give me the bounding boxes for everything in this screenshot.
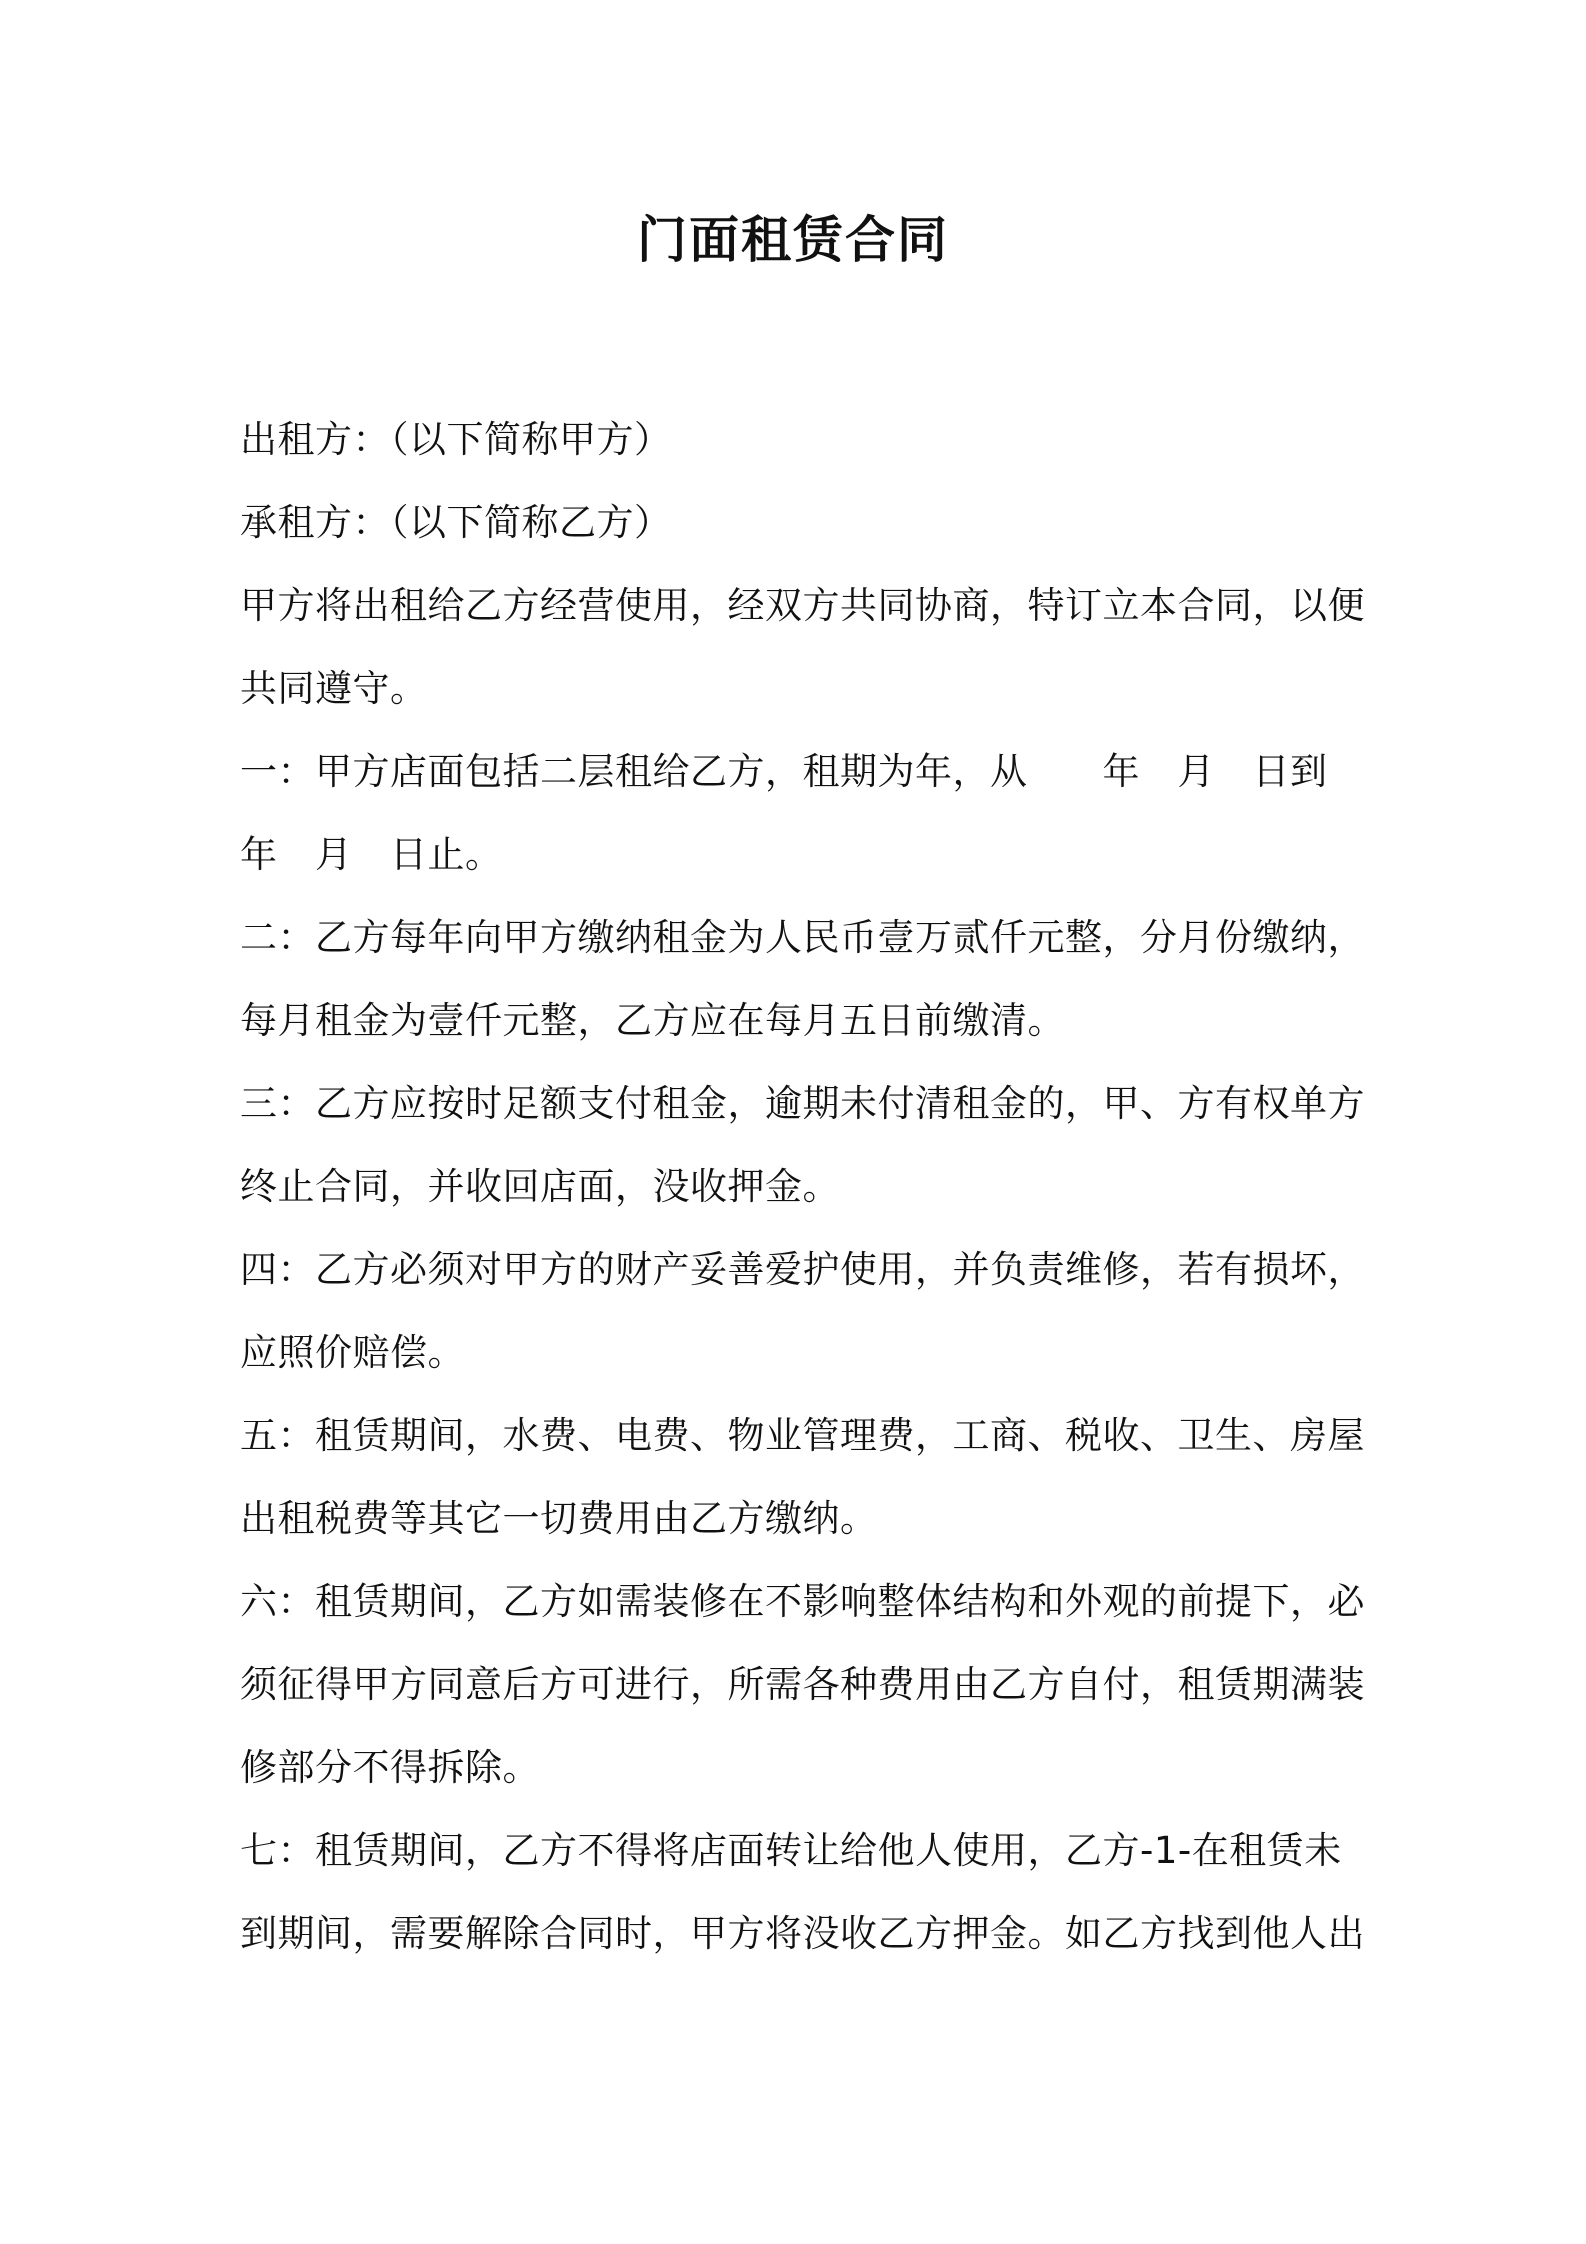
clause-6-line: 修部分不得拆除。 (240, 1746, 540, 1789)
party-b-line: 承租方：（以下简称乙方） (240, 501, 672, 544)
clause-3-line: 三：乙方应按时足额支付租金，逾期未付清租金的，甲、方有权单方 (240, 1082, 1365, 1125)
clause-2-line: 每月租金为壹仟元整，乙方应在每月五日前缴清。 (240, 999, 1065, 1042)
clause-1-line: 一：甲方店面包括二层租给乙方，租期为年，从 年 月 日到 (240, 750, 1328, 793)
clause-3-line: 终止合同，并收回店面，没收押金。 (240, 1165, 840, 1208)
clause-1-line: 年 月 日止。 (240, 833, 503, 876)
preamble-line: 甲方将出租给乙方经营使用，经双方共同协商，特订立本合同，以便 (240, 584, 1365, 627)
party-a-line: 出租方：（以下简称甲方） (240, 418, 672, 461)
clause-7-line: 七：租赁期间，乙方不得将店面转让给他人使用，乙方-1-在租赁未 (240, 1829, 1342, 1872)
document-title: 门面租赁合同 (637, 211, 949, 269)
preamble-line: 共同遵守。 (240, 667, 428, 710)
clause-5-line: 出租税费等其它一切费用由乙方缴纳。 (240, 1497, 878, 1540)
clause-4-line: 应照价赔偿。 (240, 1331, 465, 1374)
clause-7-line: 到期间，需要解除合同时，甲方将没收乙方押金。如乙方找到他人出 (240, 1912, 1365, 1955)
clause-6-line: 六：租赁期间，乙方如需装修在不影响整体结构和外观的前提下，必 (240, 1580, 1365, 1623)
clause-5-line: 五：租赁期间，水费、电费、物业管理费，工商、税收、卫生、房屋 (240, 1414, 1365, 1457)
document-body (240, 398, 1365, 1975)
clause-2-line: 二：乙方每年向甲方缴纳租金为人民币壹万贰仟元整，分月份缴纳， (240, 916, 1365, 959)
clause-6-line: 须征得甲方同意后方可进行，所需各种费用由乙方自付，租赁期满装 (240, 1663, 1365, 1706)
clause-4-line: 四：乙方必须对甲方的财产妥善爱护使用，并负责维修，若有损坏， (240, 1248, 1365, 1291)
